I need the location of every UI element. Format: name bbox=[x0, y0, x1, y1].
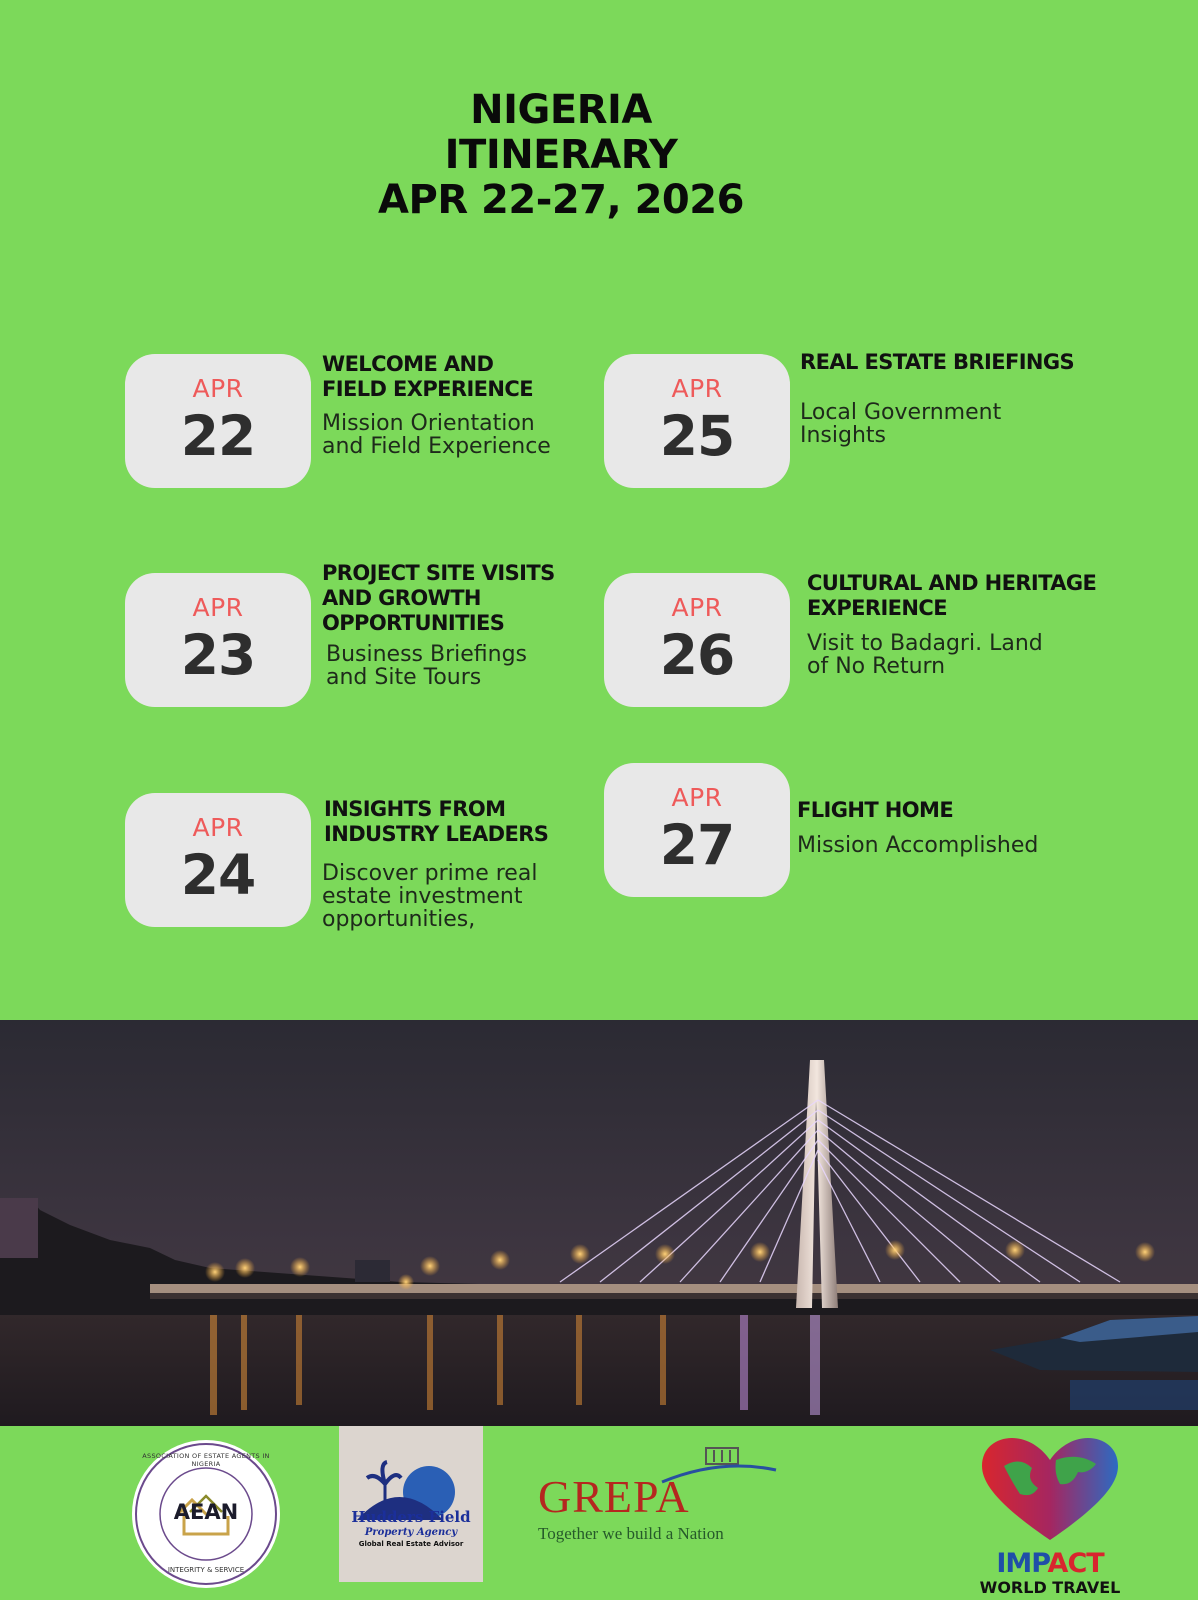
aean-ring-top: ASSOCIATION OF ESTATE AGENTS IN NIGERIA bbox=[142, 1452, 270, 1468]
hudders-field-logo bbox=[339, 1426, 483, 1582]
event-title: WELCOME AND FIELD EXPERIENCE bbox=[322, 352, 533, 401]
event-description: Local Government Insights bbox=[800, 400, 1002, 448]
date-month: APR bbox=[192, 374, 244, 403]
aean-logo bbox=[130, 1438, 282, 1590]
event-title: CULTURAL AND HERITAGE EXPERIENCE bbox=[807, 571, 1097, 620]
hudders-name: Hudders Field bbox=[351, 1508, 471, 1526]
date-month: APR bbox=[671, 783, 723, 812]
event-description: Visit to Badagri. Land of No Return bbox=[807, 631, 1043, 679]
impact-name-a: IMP bbox=[996, 1548, 1048, 1579]
date-card bbox=[125, 354, 311, 488]
event-title: FLIGHT HOME bbox=[797, 798, 954, 822]
date-card bbox=[125, 573, 311, 707]
hudders-sub: Property Agency bbox=[364, 1527, 458, 1538]
impact-name bbox=[960, 1548, 1140, 1579]
date-day: 25 bbox=[659, 404, 735, 468]
event-title: REAL ESTATE BRIEFINGS bbox=[800, 350, 1075, 374]
grepa-tagline: Together we build a Nation bbox=[538, 1524, 724, 1543]
date-day: 23 bbox=[180, 623, 256, 687]
event-description: Discover prime real estate investment opportunities, bbox=[322, 861, 538, 932]
impact-name-b: ACT bbox=[1047, 1548, 1104, 1579]
date-month: APR bbox=[192, 813, 244, 842]
title-line-2: ITINERARY bbox=[444, 132, 678, 178]
date-month: APR bbox=[671, 374, 723, 403]
grepa-logo bbox=[530, 1440, 780, 1560]
aean-ring-bottom: INTEGRITY & SERVICE bbox=[167, 1566, 245, 1574]
date-month: APR bbox=[671, 593, 723, 622]
date-month: APR bbox=[192, 593, 244, 622]
page-title bbox=[0, 88, 1122, 223]
sponsor-logos bbox=[0, 1426, 1198, 1600]
date-day: 27 bbox=[659, 813, 735, 877]
aean-text: AEAN bbox=[173, 1500, 239, 1524]
title-line-3: APR 22-27, 2026 bbox=[378, 177, 744, 223]
event-title: INSIGHTS FROM INDUSTRY LEADERS bbox=[324, 797, 549, 846]
event-description: Business Briefings and Site Tours bbox=[326, 642, 528, 690]
impact-world-travel-logo bbox=[960, 1436, 1140, 1596]
event-description: Mission Orientation and Field Experience bbox=[322, 411, 551, 459]
date-card bbox=[604, 354, 790, 488]
title-line-1: NIGERIA bbox=[470, 87, 652, 133]
impact-sub: WORLD TRAVEL bbox=[979, 1578, 1121, 1597]
date-card bbox=[604, 573, 790, 707]
date-day: 26 bbox=[659, 623, 735, 687]
date-day: 22 bbox=[180, 404, 256, 468]
event-description: Mission Accomplished bbox=[797, 833, 1039, 858]
grepa-name: GREPA bbox=[538, 1471, 690, 1522]
bridge-night-photo bbox=[0, 1020, 1198, 1426]
date-card bbox=[604, 763, 790, 897]
event-title: PROJECT SITE VISITS AND GROWTH OPPORTUNITIES bbox=[322, 561, 555, 635]
date-day: 24 bbox=[180, 843, 256, 907]
hudders-tag: Global Real Estate Advisor bbox=[358, 1540, 464, 1548]
date-card bbox=[125, 793, 311, 927]
